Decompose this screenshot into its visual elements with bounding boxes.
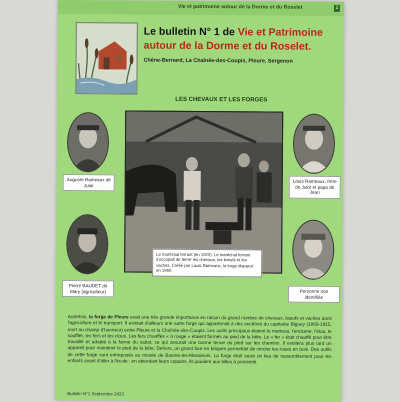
portrait-left-top xyxy=(67,112,109,172)
photo-caption: Le maréchal ferrant (en 1920). Le maréchal ferrant s'occupait de ferrer les chevaux, les bœufs et les vaches. Créée par Louis Rameaux, la forge disparut en 1960. xyxy=(152,249,262,278)
caption-left-bottom: Pierre BAUDET dit Mary (agriculteur) xyxy=(62,280,114,298)
body-bold-forge: la forge de Pleure xyxy=(88,314,129,320)
body-intro: Autrefois, xyxy=(67,314,90,320)
title-prefix: Le bulletin N° 1 de xyxy=(143,25,238,39)
bulletin-page xyxy=(55,0,344,402)
page-number: 1 xyxy=(335,4,339,11)
body-text: avait une très grande importance en raison du grand nombre de chevaux, bœufs et vaches dans l'agriculture et le transport. Il existait d'ailleurs une autre forge qui appartenait à des ancêtres du capitaine Biguey (1869-1915, mort au champ d'honneur) entre Pleure et la Chaînée-des-Coupis. Les outils principaux étaient le marteau, l'enclume, l'étau, le soufflet, les fers et les clous. Les fers chauffés « à rouge » étaient formés au pied de la bête. Le « fer » était chauffé pour être travaillé et adapté à la forme du sabot, ce qui assurait une bonne tenue du pied sur les chemins. Il existera plus tard un appareil pour maintenir le pied de la bête. Dehors, un grand four en briques permettait de cercler les roues en bois. Des outils de cette forge sont entreposés au musée de Baume-les-Messieurs. La forge était aussi un lieu de rassemblement pour les enfants avant d'aller à l'école : en attendant leurs copains, ils jouaient aux billes à proximité. xyxy=(67,314,332,365)
caption-left-top: Auguste Rameaux dit Julot xyxy=(63,174,115,192)
village-logo-image xyxy=(75,22,138,94)
title-highlight: Vie et Patrimoine xyxy=(237,26,323,39)
running-title: Vie et patrimoine autour de la Dorme et du Roselet xyxy=(177,3,303,11)
portrait-right-bottom xyxy=(292,220,334,280)
bulletin-title-line1 xyxy=(144,26,323,39)
article-body xyxy=(67,314,331,366)
caption-right-top: Louis Rameaux, frère de Julot et papa de Jean xyxy=(289,176,341,200)
bulletin-title-line2: autour de la Dorme et du Roselet. xyxy=(143,39,312,53)
portrait-left-bottom xyxy=(66,214,108,274)
portrait-right-top xyxy=(293,114,335,174)
footer-issue: Bulletin N°1 Septembre 2023 xyxy=(67,391,124,397)
section-title: LES CHEVAUX ET LES FORGES xyxy=(175,96,268,104)
communes-list: Chêne-Bernard, La Chaînée-des-Coupis, Pleure, Sergenon xyxy=(143,57,293,65)
caption-right-bottom: Personne non identifiée xyxy=(288,286,340,304)
